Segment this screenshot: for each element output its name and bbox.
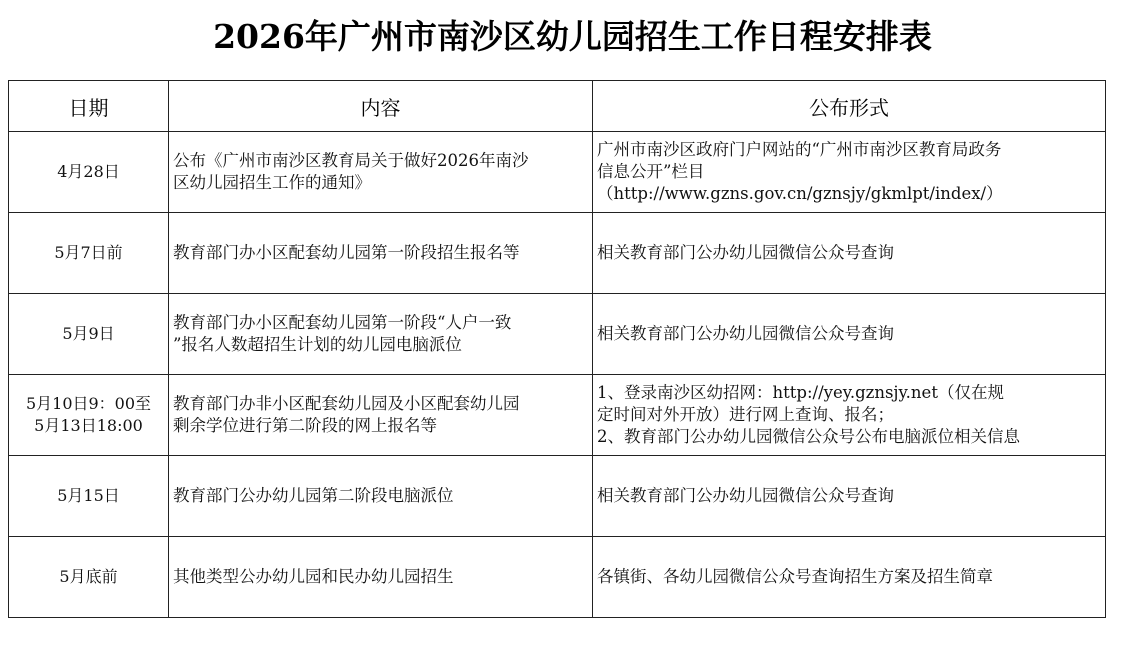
date-text: 5月底前 xyxy=(59,567,118,586)
date-cell xyxy=(9,213,169,294)
table-row xyxy=(9,294,1106,375)
content-cell xyxy=(169,294,593,375)
content-cell xyxy=(169,213,593,294)
publish-form-text: 广州市南沙区政府门户网站的“广州市南沙区教育局政务 xyxy=(597,140,1002,159)
publish-form-text: 相关教育部门公办幼儿园微信公众号查询 xyxy=(597,486,894,505)
publish-form-text: 1、登录南沙区幼招网：http://yey.gznsjy.net（仅在规 xyxy=(597,383,1004,402)
publish-form-cell xyxy=(593,456,1106,537)
content-cell xyxy=(169,456,593,537)
table-row xyxy=(9,456,1106,537)
column-header-content: 内容 xyxy=(169,81,593,132)
content-text: 区幼儿园招生工作的通知》 xyxy=(173,173,371,192)
date-text: 5月13日18:00 xyxy=(34,416,143,435)
date-cell xyxy=(9,537,169,618)
content-cell xyxy=(169,375,593,456)
date-cell xyxy=(9,294,169,375)
table-row xyxy=(9,375,1106,456)
content-text: 教育部门办小区配套幼儿园第一阶段招生报名等 xyxy=(173,243,520,262)
content-text: 其他类型公办幼儿园和民办幼儿园招生 xyxy=(173,567,454,586)
publish-form-cell xyxy=(593,213,1106,294)
date-text: 5月7日前 xyxy=(54,243,123,262)
publish-form-text: 定时间对外开放）进行网上查询、报名； xyxy=(597,405,894,424)
publish-form-text: 2、教育部门公办幼儿园微信公众号公布电脑派位相关信息 xyxy=(597,427,1020,446)
publish-form-text: 信息公开”栏目 xyxy=(597,162,705,181)
publish-form-text: 各镇街、各幼儿园微信公众号查询招生方案及招生简章 xyxy=(597,567,993,586)
table-row xyxy=(9,213,1106,294)
content-text: 教育部门办小区配套幼儿园第一阶段“人户一致 xyxy=(173,313,512,332)
content-cell xyxy=(169,132,593,213)
content-text: 教育部门办非小区配套幼儿园及小区配套幼儿园 xyxy=(173,394,520,413)
column-header-publish-form: 公布形式 xyxy=(593,81,1106,132)
table-row xyxy=(9,132,1106,213)
date-text: 4月28日 xyxy=(57,162,120,181)
content-text: ”报名人数超招生计划的幼儿园电脑派位 xyxy=(173,335,462,354)
date-text: 5月10日9：00至 xyxy=(25,394,152,413)
publish-form-url: （http://www.gzns.gov.cn/gznsjy/gkmlpt/index/） xyxy=(597,184,1003,203)
publish-form-cell xyxy=(593,375,1106,456)
page-title: 2026年广州市南沙区幼儿园招生工作日程安排表 xyxy=(213,17,932,56)
content-text: 剩余学位进行第二阶段的网上报名等 xyxy=(173,416,437,435)
publish-form-cell xyxy=(593,294,1106,375)
content-text: 教育部门公办幼儿园第二阶段电脑派位 xyxy=(173,486,454,505)
date-cell xyxy=(9,132,169,213)
publish-form-cell xyxy=(593,537,1106,618)
publish-form-text: 相关教育部门公办幼儿园微信公众号查询 xyxy=(597,324,894,343)
publish-form-text: 相关教育部门公办幼儿园微信公众号查询 xyxy=(597,243,894,262)
content-text: 公布《广州市南沙区教育局关于做好2026年南沙 xyxy=(173,151,529,170)
content-cell xyxy=(169,537,593,618)
date-text: 5月15日 xyxy=(57,486,120,505)
date-cell xyxy=(9,456,169,537)
date-text: 5月9日 xyxy=(62,324,115,343)
table-header-row xyxy=(9,81,1106,132)
table-row xyxy=(9,537,1106,618)
column-header-date: 日期 xyxy=(9,81,169,132)
publish-form-cell xyxy=(593,132,1106,213)
schedule-table xyxy=(8,80,1106,618)
date-cell xyxy=(9,375,169,456)
